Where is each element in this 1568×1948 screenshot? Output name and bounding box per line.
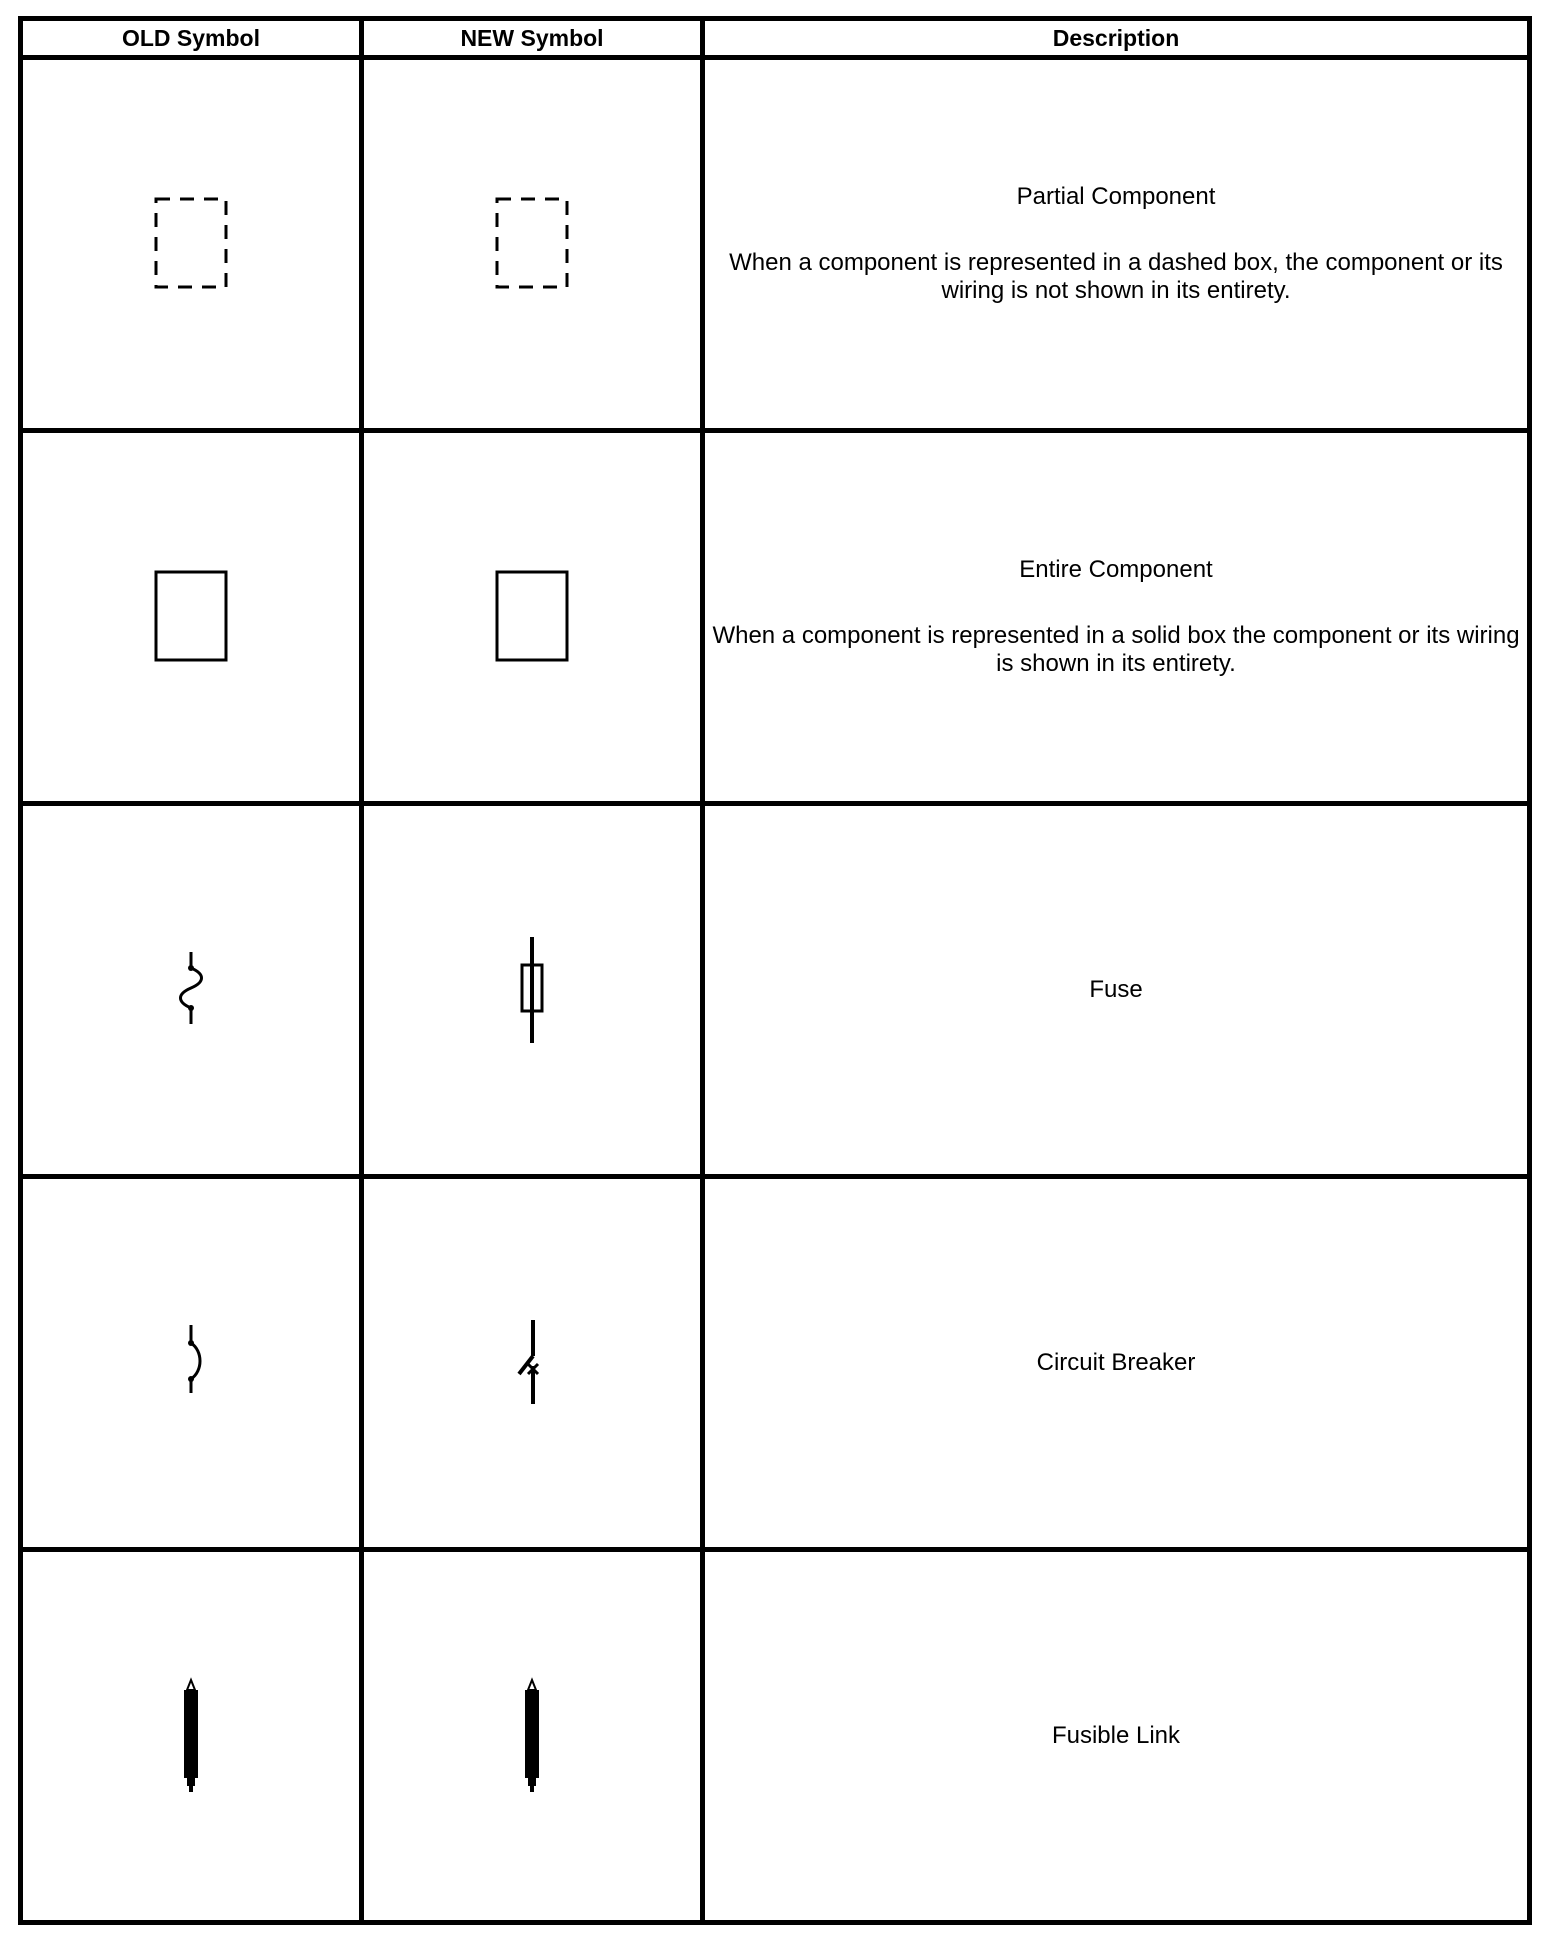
header-row xyxy=(21,19,1530,58)
table-row xyxy=(21,58,1530,431)
header-old-symbol: OLD Symbol xyxy=(21,19,362,58)
solid-box-icon xyxy=(492,567,572,667)
description-title: Entire Component xyxy=(1019,556,1213,583)
fuse-new-icon xyxy=(512,935,552,1045)
description-title: Partial Component xyxy=(1016,183,1216,210)
old-symbol-cell xyxy=(21,58,362,431)
header-new-symbol: NEW Symbol xyxy=(362,19,703,58)
dashed-box-icon xyxy=(151,194,231,294)
new-symbol-cell xyxy=(362,804,703,1177)
new-symbol-cell xyxy=(362,1177,703,1550)
table-row xyxy=(21,804,1530,1177)
old-symbol-cell xyxy=(21,431,362,804)
fuse-old-icon xyxy=(171,950,211,1030)
solid-box-icon xyxy=(151,567,231,667)
description-cell xyxy=(703,58,1530,431)
fusible-link-old-icon xyxy=(171,1676,211,1796)
description-body: When a component is represented in a dashed box, the component or its wiring is not shown in its entirety. xyxy=(729,249,1503,304)
dashed-box-icon xyxy=(492,194,572,294)
old-symbol-cell xyxy=(21,1177,362,1550)
description-title: Fusible Link xyxy=(1051,1722,1181,1749)
description-title: Circuit Breaker xyxy=(1036,1349,1196,1376)
description-cell xyxy=(703,431,1530,804)
description-cell xyxy=(703,1550,1530,1923)
new-symbol-cell xyxy=(362,1550,703,1923)
table-row xyxy=(21,1550,1530,1923)
old-symbol-cell xyxy=(21,1550,362,1923)
table-row xyxy=(21,431,1530,804)
fusible-link-new-icon xyxy=(512,1676,552,1796)
new-symbol-cell xyxy=(362,58,703,431)
description-body: When a component is represented in a solid box the component or its wiring is shown in its entirety. xyxy=(712,622,1520,677)
symbol-table xyxy=(18,16,1532,1925)
old-symbol-cell xyxy=(21,804,362,1177)
table-row xyxy=(21,1177,1530,1550)
description-title: Fuse xyxy=(1089,976,1143,1003)
circuit-breaker-old-icon xyxy=(171,1323,211,1403)
header-description: Description xyxy=(703,19,1530,58)
description-cell xyxy=(703,804,1530,1177)
description-cell xyxy=(703,1177,1530,1550)
new-symbol-cell xyxy=(362,431,703,804)
circuit-breaker-new-icon xyxy=(507,1318,557,1408)
